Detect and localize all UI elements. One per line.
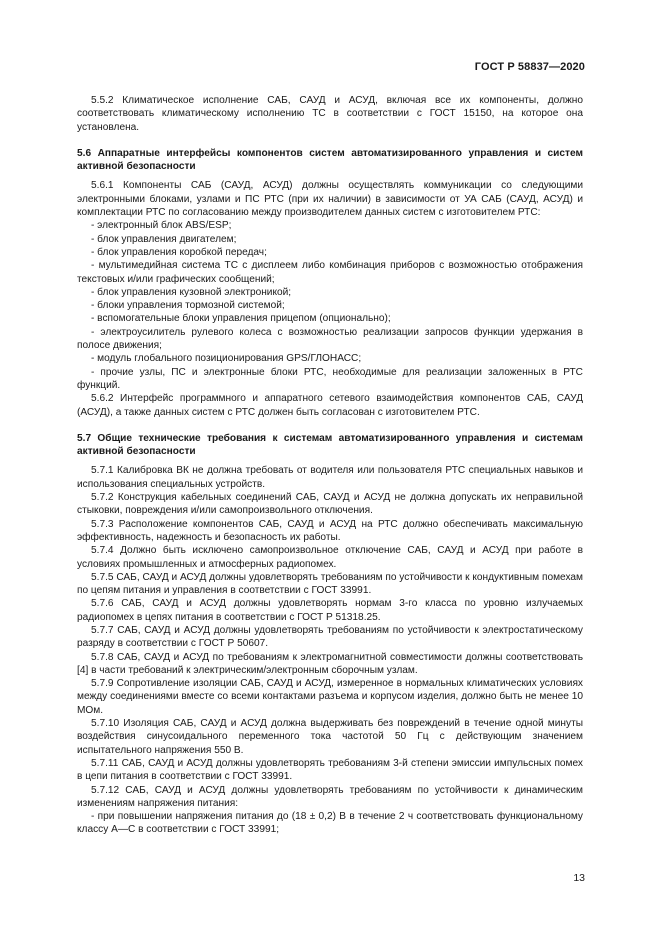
paragraph-5-7-2: 5.7.2 Конструкция кабельных соединений САБ, САУД и АСУД не должна допускать их неправильной стыковки, повреждения и/или самопроизвольного отключения. [77, 492, 583, 517]
paragraph-5-7-6: 5.7.6 САБ, САУД и АСУД должны удовлетворять нормам 3-го класса по уровню излучаемых радиопомех в цепях питания в соответствии с ГОСТ Р 51318.25. [77, 598, 583, 623]
list-item: - вспомогательные блоки управления прицепом (опционально); [91, 313, 391, 325]
list-item: - блок управления кузовной электроникой; [91, 286, 292, 298]
page-content [77, 94, 583, 837]
list-item: - прочие узлы, ПС и электронные блоки РТС, необходимые для реализации заложенных в РТС функций. [77, 366, 583, 391]
list-item: - мультимедийная система ТС с дисплеем либо комбинация приборов с возможностью отображения текстовых и/или графических сообщений; [77, 260, 583, 285]
list-item: - электроусилитель рулевого колеса с возможностью реализации запросов функции удержания в полосе движения; [77, 326, 583, 352]
paragraph-5-7-5: 5.7.5 САБ, САУД и АСУД должны удовлетворять требованиям по устойчивости к кондуктивным помехам по цепям питания и управления в соответствии с ГОСТ 33991. [77, 571, 583, 597]
list-item: - блок управления коробкой передач; [91, 246, 267, 258]
paragraph-5-6-1: 5.6.1 Компоненты САБ (САУД, АСУД) должны осуществлять коммуникации со следующими электронными блоками, узлами и ПС РТС (при их наличии) в зависимости от УА САБ (САУД, АСУД) и комплектации РТС по согласованию между производителем данных систем с изготовителем РТС: [77, 180, 583, 219]
paragraph-5-7-4: 5.7.4 Должно быть исключено самопроизвольное отключение САБ, САУД и АСУД при работе в условиях промышленных и атмосферных радиопомех. [77, 545, 583, 570]
list-item: - при повышении напряжения питания до (18 ± 0,2) В в течение 2 ч соответствовать функциональному классу А—С в соответствии с ГОСТ 33991; [77, 811, 583, 836]
section-heading-5-6: 5.6 Аппаратные интерфейсы компонентов систем автоматизированного управления и систем активной безопасности [77, 147, 583, 173]
section-heading-5-7: 5.7 Общие технические требования к системам автоматизированного управления и системам активной безопасности [77, 432, 583, 458]
paragraph-5-7-8: 5.7.8 САБ, САУД и АСУД по требованиям к электромагнитной совместимости должны соответствовать [4] в части требований к электрическим/электронным сборочным узлам. [77, 651, 583, 676]
list-item: - электронный блок ABS/ESP; [91, 220, 232, 232]
paragraph-5-7-7: 5.7.7 САБ, САУД и АСУД должны удовлетворять требованиям по устойчивости к электростатическому разряду в соответствии с ГОСТ Р 50607. [77, 624, 583, 650]
paragraph-5-7-9: 5.7.9 Сопротивление изоляции САБ, САУД и АСУД, измеренное в нормальных климатических условиях между соединениями вместе со всеми контактами разъема и корпусом изделия, должно быть не менее 10 МОм. [77, 678, 583, 716]
page-number: 13 [573, 872, 585, 884]
paragraph-5-7-3: 5.7.3 Расположение компонентов САБ, САУД и АСУД на РТС должно обеспечивать максимальную эффективность, надежность и безопасность их работы. [77, 518, 583, 543]
paragraph-5-7-12: 5.7.12 САБ, САУД и АСУД должны удовлетворять требованиям по устойчивости к динамическим изменениям напряжения питания: [77, 784, 583, 809]
list-item: - модуль глобального позиционирования GPS/ГЛОНАСС; [91, 353, 362, 365]
paragraph-5-6-2: 5.6.2 Интерфейс программного и аппаратного сетевого взаимодействия компонентов САБ, САУД (АСУД), а также данных систем с РТС должен быть согласован с изготовителем РТС. [77, 393, 583, 418]
list-item: - блоки управления тормозной системой; [91, 300, 285, 312]
paragraph-5-7-1: 5.7.1 Калибровка ВК не должна требовать от водителя или пользователя РТС специальных навыков и использования специальных устройств. [77, 465, 583, 490]
paragraph-5-7-11: 5.7.11 САБ, САУД и АСУД должны удовлетворять требованиям 3-й степени эмиссии импульсных помех в цепи питания в соответствии с ГОСТ 33991. [77, 757, 583, 783]
paragraph-5-5-2: 5.5.2 Климатическое исполнение САБ, САУД и АСУД, включая все их компоненты, должно соответствовать климатическому исполнению ТС в соответствии с ГОСТ 15150, на которое она установлена. [77, 95, 583, 133]
paragraph-5-7-10: 5.7.10 Изоляция САБ, САУД и АСУД должна выдерживать без повреждений в течение одной минуты воздействия синусоидального переменного тока частотой 50 Гц с действующим значением испытательного напряжения 550 В. [77, 718, 583, 756]
document-id: ГОСТ Р 58837—2020 [474, 61, 585, 73]
list-item: - блок управления двигателем; [91, 233, 237, 245]
